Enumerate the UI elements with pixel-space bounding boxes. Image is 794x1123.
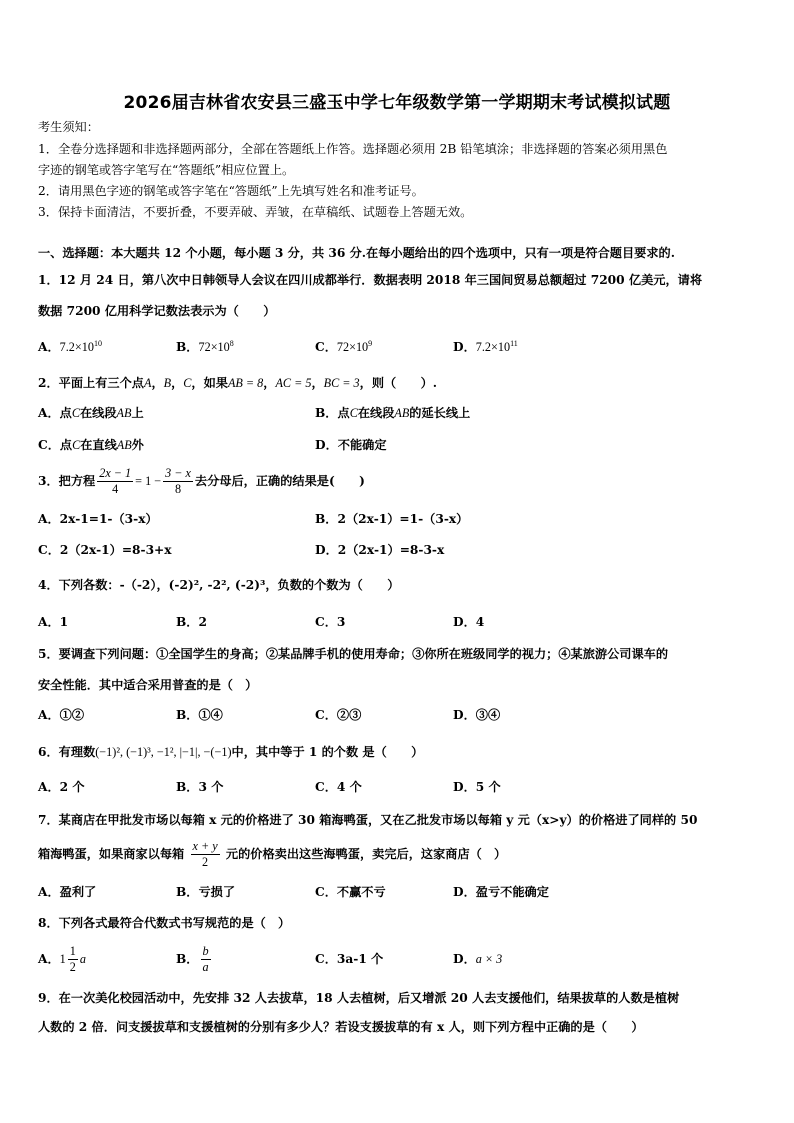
q1-option-d: D．$7.2\times 10^{11}$ — [453, 339, 518, 354]
notice-item-2: 2．请用黑色字迹的钢笔或答字笔在“答题纸”上先填写姓名和准考证号。 — [38, 184, 424, 198]
q7-fraction: $\frac{x + y}{2}$ — [192, 839, 218, 869]
q4-text: 4．下列各数：-（-2），(-2)², -2², (-2)³，负数的个数为（ ） — [38, 578, 400, 592]
q8-option-c: C．3a-1 个 — [315, 952, 384, 966]
q3-option-d: D．2（2x-1）=8-3-x — [315, 543, 445, 557]
q3-option-a: A．2x-1=1-（3-x） — [38, 512, 158, 526]
q3-fraction-2: $\frac{3 - x}{8}$ — [165, 466, 191, 496]
q5-text-line1: 5．要调查下列问题：①全国学生的身高；②某品牌手机的使用寿命；③你所在班级同学的视力；④某旅游公司课车的 — [38, 647, 669, 661]
notice-item-1-cont: 字迹的钢笔或答字笔写在“答题纸”相应位置上。 — [38, 163, 295, 177]
q2-text: 2．平面上有三个点A，B，C，如果AB = 8，AC = 5，BC = 3，则（ ）. — [38, 376, 438, 390]
q6-option-a: A．2 个 — [38, 780, 85, 794]
q1-option-b: B．$72\times 10^8$ — [176, 339, 234, 354]
q2-option-a: A．点C在线段AB上 — [38, 406, 144, 420]
notice-item-3: 3．保持卡面清洁，不要折叠，不要弄破、弄皱，在草稿纸、试题卷上答题无效。 — [38, 205, 473, 219]
q2-option-d: D．不能确定 — [315, 438, 387, 452]
q6-option-b: B．3 个 — [176, 780, 224, 794]
q8-option-a: A．1 $\frac{1}{2}$ a — [38, 944, 86, 974]
q3-text: 3．把方程 $\frac{2x - 1}{4}$ = 1 − $\frac{3 - x}{8}$ 去分母后，正确的结果是( ) — [38, 466, 365, 496]
q5-option-d: D．③④ — [453, 708, 501, 722]
q7-text-line2: 箱海鸭蛋，如果商家以每箱 $\frac{x + y}{2}$ 元的价格卖出这些海鸭蛋，卖完后，这家商店（ ） — [38, 839, 507, 869]
q2-option-c: C．点C在直线AB外 — [38, 438, 144, 452]
q1-option-c: C．$72\times 10^9$ — [315, 339, 373, 354]
q8-option-a-fraction: $\frac{1}{2}$ — [69, 944, 76, 974]
q8-option-b-fraction: $\frac{b}{a}$ — [202, 944, 209, 974]
q2-option-b: B．点C在线段AB的延长线上 — [315, 406, 471, 420]
q5-option-a: A．①② — [38, 708, 85, 722]
q5-text-line2: 安全性能．其中适合采用普查的是（ ） — [38, 678, 258, 692]
q7-option-b: B．亏损了 — [176, 885, 236, 899]
q4-option-c: C．3 — [315, 615, 346, 629]
notice-heading: 考生须知： — [38, 120, 99, 134]
q8-option-b: B． $\frac{b}{a}$ — [176, 944, 209, 974]
q9-text-line1: 9．在一次美化校园活动中，先安排 32 人去拔草，18 人去植树，后又增派 20 人去支援他们，结果拔草的人数是植树 — [38, 991, 680, 1005]
q7-text-line1: 7．某商店在甲批发市场以每箱 x 元的价格进了 30 箱海鸭蛋，又在乙批发市场以每箱 y 元（x>y）的价格进了同样的 50 — [38, 813, 698, 827]
q4-option-d: D．4 — [453, 615, 485, 629]
q7-option-c: C．不赢不亏 — [315, 885, 386, 899]
q6-option-c: C．4 个 — [315, 780, 362, 794]
q3-option-b: B．2（2x-1）=1-（3-x） — [315, 512, 469, 526]
exam-title: 2026届吉林省农安县三盛玉中学七年级数学第一学期期末考试模拟试题 — [123, 93, 671, 113]
q7-option-a: A．盈利了 — [38, 885, 97, 899]
q9-text-line2: 人数的 2 倍．问支援拔草和支援植树的分别有多少人？若设支援拔草的有 x 人，则下列方程中正确的是（ ） — [38, 1020, 644, 1034]
q1-option-a: A．$7.2\times 10^{10}$ — [38, 339, 102, 354]
q5-option-b: B．①④ — [176, 708, 223, 722]
q3-fraction-1: $\frac{2x - 1}{4}$ — [99, 466, 132, 496]
q3-option-c: C．2（2x-1）=8-3+x — [38, 543, 172, 557]
q7-option-d: D．盈亏不能确定 — [453, 885, 549, 899]
q8-option-d: D．a × 3 — [453, 952, 503, 966]
q1-text-line1: 1．12 月 24 日，第八次中日韩领导人会议在四川成都举行．数据表明 2018 年三国间贸易总额超过 7200 亿美元，请将 — [38, 273, 703, 287]
notice-item-1: 1．全卷分选择题和非选择题两部分，全部在答题纸上作答。选择题必须用 2B 铅笔填涂；非选择题的答案必须用黑色 — [38, 142, 668, 156]
q8-text: 8．下列各式最符合代数式书写规范的是（ ） — [38, 916, 291, 930]
section-heading: 一、选择题：本大题共 12 个小题，每小题 3 分，共 36 分.在每小题给出的四个选项中，只有一项是符合题目要求的. — [38, 246, 675, 260]
q6-option-d: D．5 个 — [453, 780, 501, 794]
q5-option-c: C．②③ — [315, 708, 362, 722]
q4-option-b: B．2 — [176, 615, 207, 629]
q6-text: 6．有理数(−1)², (−1)³, −1², |−1|, −(−1)中，其中等于 1 的个数 是（ ） — [38, 745, 424, 759]
q1-text-line2: 数据 7200 亿用科学记数法表示为（ ） — [38, 304, 276, 318]
q4-option-a: A．1 — [38, 615, 69, 629]
